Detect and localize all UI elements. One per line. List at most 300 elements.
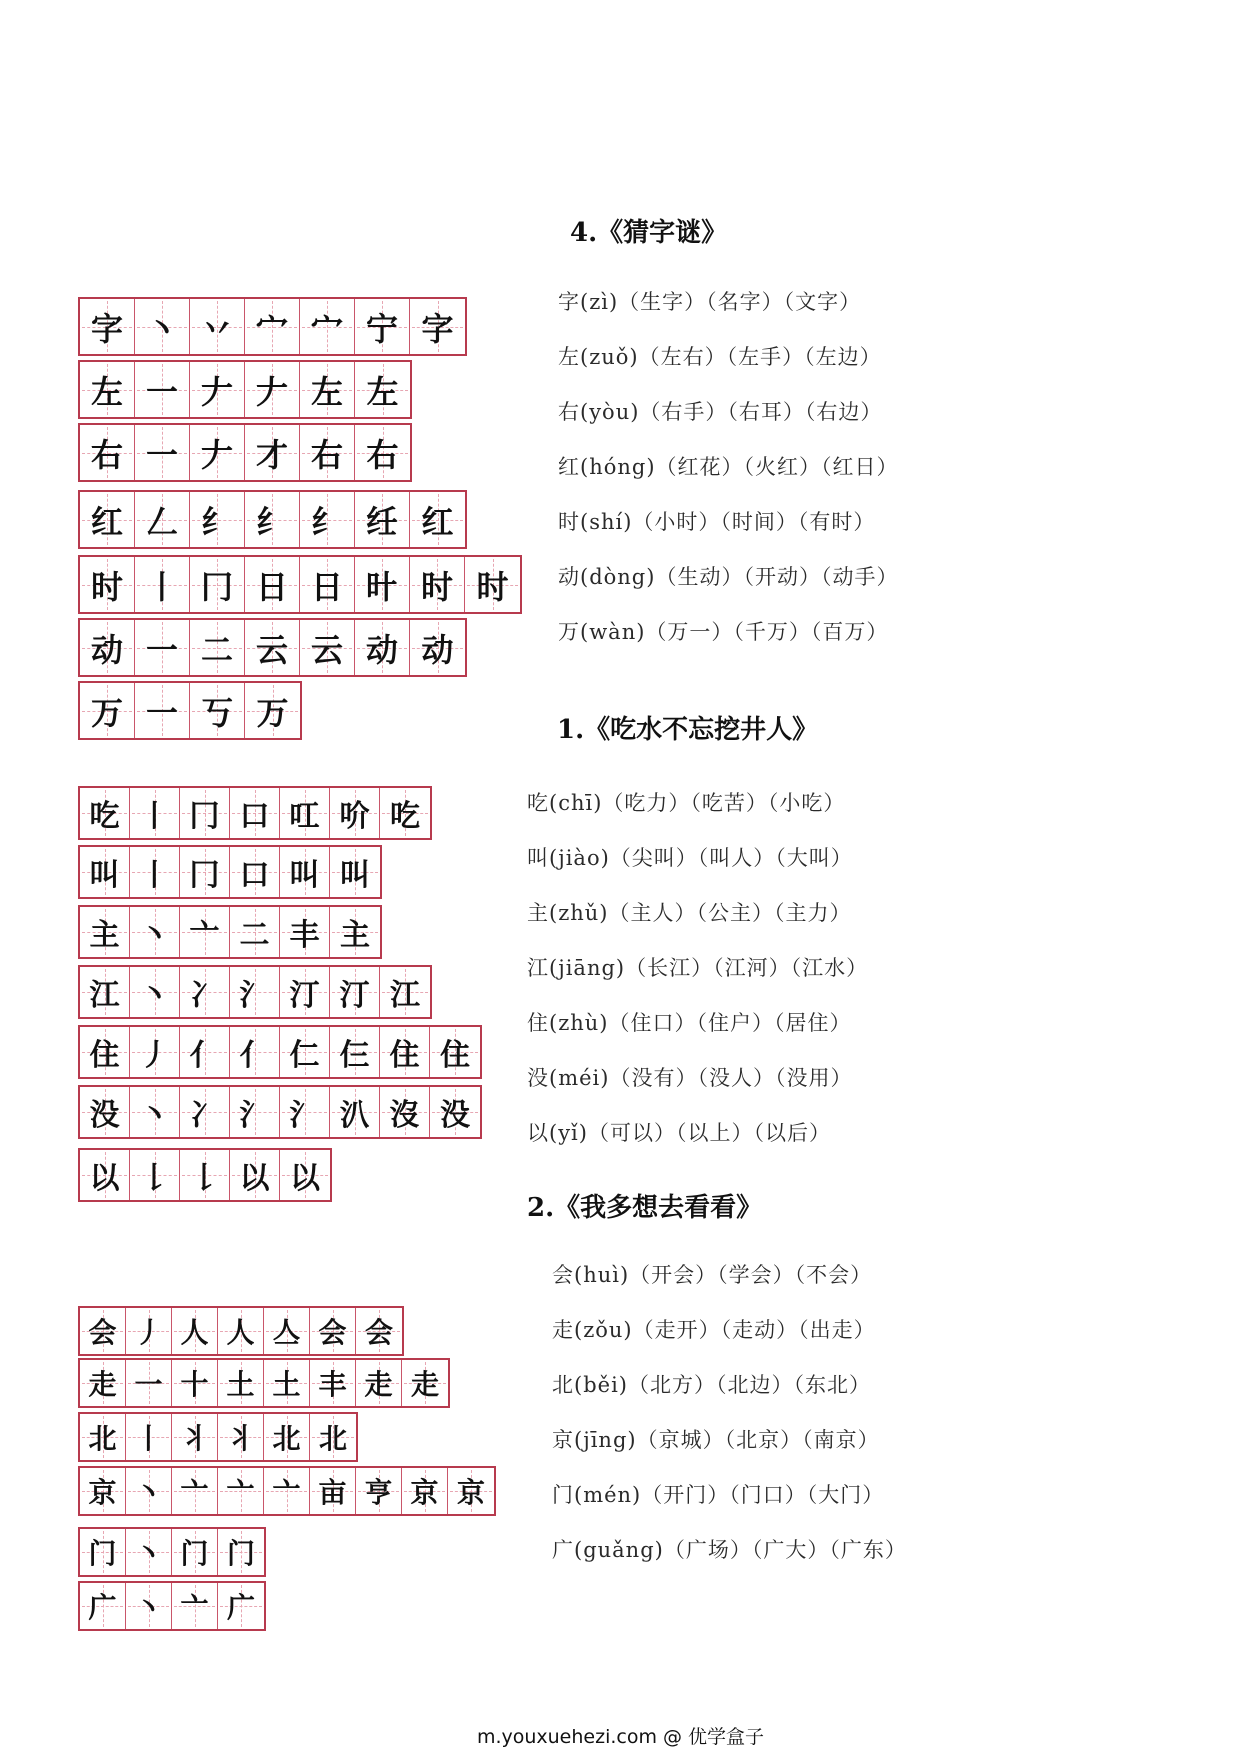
grid-glyph: 才 <box>255 435 288 474</box>
grid-cell-character <box>80 425 135 480</box>
grid-cell-stroke <box>310 1360 356 1406</box>
stroke-grid-row <box>78 1581 266 1631</box>
grid-cell-character <box>80 1308 126 1354</box>
stroke-grid-row <box>78 1412 358 1462</box>
grid-cell-stroke <box>310 1468 356 1514</box>
grid-glyph: 丶 <box>134 1476 163 1509</box>
grid-cell-stroke <box>410 299 465 354</box>
grid-glyph: 丨 <box>134 1422 163 1455</box>
grid-glyph: 亼 <box>272 1316 301 1349</box>
grid-glyph: 丂 <box>200 693 233 732</box>
grid-glyph: 字 <box>421 309 454 348</box>
word-entry: 万(wàn)（万一）（千万）（百万） <box>558 620 889 644</box>
grid-glyph: 宀 <box>255 309 288 348</box>
grid-glyph: 云 <box>255 630 288 669</box>
grid-cell-character <box>80 788 130 838</box>
grid-cell-stroke <box>190 299 245 354</box>
grid-glyph: 丨 <box>139 799 170 834</box>
grid-cell-stroke <box>190 362 245 417</box>
grid-cell-stroke <box>264 1360 310 1406</box>
grid-glyph: 口 <box>239 799 270 834</box>
grid-cell-stroke <box>218 1583 264 1629</box>
stroke-grid-row <box>78 1148 332 1202</box>
section-heading: 4.《猜字谜》 <box>570 218 728 248</box>
grid-glyph: 左 <box>90 372 123 411</box>
grid-cell-stroke <box>218 1468 264 1514</box>
stroke-grid-row <box>78 786 432 840</box>
grid-glyph: 丷 <box>200 309 233 348</box>
word-entry: 京(jīng)（京城）（北京）（南京） <box>552 1428 880 1452</box>
grid-cell-stroke <box>402 1360 448 1406</box>
grid-glyph: 红 <box>90 502 123 541</box>
grid-cell-stroke <box>300 299 355 354</box>
grid-cell-stroke <box>356 1360 402 1406</box>
grid-glyph: 二 <box>200 630 233 669</box>
grid-glyph: 沒 <box>389 1098 420 1133</box>
grid-cell-stroke <box>330 788 380 838</box>
grid-glyph: 亠 <box>180 1476 209 1509</box>
grid-glyph: 氵 <box>239 1098 270 1133</box>
grid-glyph: 丶 <box>139 1098 170 1133</box>
grid-glyph: 以 <box>290 1161 320 1196</box>
grid-cell-stroke <box>135 492 190 547</box>
grid-glyph: 土 <box>272 1368 301 1401</box>
grid-cell-stroke <box>410 620 465 675</box>
grid-cell-character <box>80 907 130 957</box>
grid-glyph: 一 <box>145 693 178 732</box>
grid-cell-stroke <box>330 847 380 897</box>
grid-cell-stroke <box>380 788 430 838</box>
grid-glyph: 右 <box>366 435 399 474</box>
grid-glyph: 万 <box>256 693 289 732</box>
word-entry: 广(guǎng)（广场）（广大）（广东） <box>552 1538 907 1562</box>
word-entry: 叫(jiào)（尖叫）（叫人）（大叫） <box>527 846 853 870</box>
grid-glyph: 走 <box>410 1368 439 1401</box>
grid-cell-stroke <box>135 620 190 675</box>
grid-glyph: 门 <box>226 1537 255 1570</box>
stroke-grid-row <box>78 618 467 677</box>
grid-glyph: 一 <box>134 1368 163 1401</box>
grid-glyph: 右 <box>310 435 343 474</box>
grid-glyph: 亨 <box>364 1476 393 1509</box>
grid-glyph: 住 <box>389 1038 420 1073</box>
grid-glyph: 走 <box>364 1368 393 1401</box>
grid-cell-stroke <box>218 1529 264 1575</box>
stroke-grid-row <box>78 360 412 419</box>
grid-glyph: 纴 <box>365 502 398 541</box>
grid-cell-stroke <box>280 1087 330 1137</box>
grid-cell-stroke <box>355 425 410 480</box>
grid-cell-stroke <box>218 1414 264 1460</box>
grid-cell-stroke <box>172 1308 218 1354</box>
grid-glyph: 没 <box>89 1098 120 1133</box>
section-heading: 1.《吃水不忘挖井人》 <box>557 715 819 745</box>
footer-watermark: m.youxuehezi.com @ 优学盒子 <box>476 1726 765 1748</box>
stroke-grid-row <box>78 905 382 959</box>
grid-glyph: 会 <box>88 1316 117 1349</box>
stroke-grid-row <box>78 555 522 614</box>
word-entry: 门(mén)（开门）（门口）（大门） <box>552 1483 885 1507</box>
grid-cell-stroke <box>230 847 280 897</box>
grid-glyph: 门 <box>180 1537 209 1570</box>
grid-cell-stroke <box>135 362 190 417</box>
word-entry: 江(jiāng)（长江）（江河）（江水） <box>527 956 869 980</box>
grid-glyph: 汀 <box>339 978 370 1013</box>
grid-glyph: 冫 <box>189 1098 220 1133</box>
grid-cell-stroke <box>190 620 245 675</box>
grid-glyph: 会 <box>318 1316 347 1349</box>
grid-cell-stroke <box>130 1027 180 1077</box>
grid-cell-stroke <box>355 557 410 612</box>
stroke-grid-row <box>78 965 432 1019</box>
grid-cell-stroke <box>180 1027 230 1077</box>
grid-cell-stroke <box>230 788 280 838</box>
grid-glyph: 广 <box>88 1591 117 1624</box>
grid-glyph: 仨 <box>339 1038 370 1073</box>
grid-glyph: 𠄌 <box>139 1161 170 1196</box>
grid-cell-stroke <box>130 1150 180 1200</box>
grid-glyph: 口 <box>239 858 270 893</box>
word-entry: 吃(chī)（吃力）（吃苦）（小吃） <box>527 791 846 815</box>
grid-glyph: 𠂇 <box>200 435 233 474</box>
grid-glyph: 汀 <box>289 978 320 1013</box>
grid-cell-stroke <box>264 1468 310 1514</box>
grid-cell-stroke <box>135 425 190 480</box>
grid-glyph: 叿 <box>289 799 320 834</box>
grid-glyph: 丬 <box>226 1422 255 1455</box>
grid-glyph: 一 <box>145 372 178 411</box>
grid-cell-stroke <box>245 362 300 417</box>
word-entry: 时(shí)（小时）（时间）（有时） <box>558 510 876 534</box>
word-entry: 会(huì)（开会）（学会）（不会） <box>552 1263 873 1287</box>
grid-glyph: 丨 <box>139 858 170 893</box>
grid-glyph: 冂 <box>189 799 220 834</box>
grid-cell-stroke <box>410 557 465 612</box>
grid-glyph: 亠 <box>180 1591 209 1624</box>
grid-glyph: 主 <box>89 918 120 953</box>
grid-cell-stroke <box>465 557 520 612</box>
grid-cell-stroke <box>180 847 230 897</box>
grid-cell-stroke <box>410 492 465 547</box>
grid-cell-stroke <box>356 1468 402 1514</box>
grid-cell-stroke <box>245 492 300 547</box>
grid-glyph: 丨 <box>145 567 178 606</box>
grid-cell-stroke <box>402 1468 448 1514</box>
grid-glyph: 冂 <box>189 858 220 893</box>
grid-cell-character <box>80 492 135 547</box>
grid-cell-stroke <box>300 620 355 675</box>
grid-glyph: 汃 <box>339 1098 370 1133</box>
word-entry: 左(zuǒ)（左右）（左手）（左边） <box>558 345 882 369</box>
grid-cell-character <box>80 557 135 612</box>
grid-cell-character <box>80 1529 126 1575</box>
grid-glyph: 京 <box>88 1476 117 1509</box>
grid-glyph: 丶 <box>134 1591 163 1624</box>
grid-cell-stroke <box>245 620 300 675</box>
grid-glyph: 走 <box>88 1368 117 1401</box>
grid-glyph: 会 <box>364 1316 393 1349</box>
grid-glyph: 亩 <box>318 1476 347 1509</box>
grid-cell-stroke <box>135 557 190 612</box>
grid-cell-stroke <box>380 1027 430 1077</box>
grid-cell-stroke <box>380 967 430 1017</box>
grid-glyph: 亠 <box>272 1476 301 1509</box>
grid-glyph: 土 <box>226 1368 255 1401</box>
grid-glyph: 云 <box>310 630 343 669</box>
grid-cell-stroke <box>230 1087 280 1137</box>
grid-glyph: 时 <box>420 567 453 606</box>
grid-cell-stroke <box>300 492 355 547</box>
grid-cell-stroke <box>330 1027 380 1077</box>
grid-cell-stroke <box>310 1308 356 1354</box>
grid-glyph: 一 <box>145 435 178 474</box>
grid-glyph: 二 <box>239 918 270 953</box>
grid-glyph: 丿 <box>139 1038 170 1073</box>
grid-cell-stroke <box>356 1308 402 1354</box>
grid-glyph: 叫 <box>89 858 120 893</box>
word-entry: 以(yǐ)（可以）（以上）（以后） <box>527 1121 831 1145</box>
grid-glyph: 京 <box>456 1476 485 1509</box>
grid-glyph: 𠄌 <box>189 1161 220 1196</box>
stroke-grid-row <box>78 1527 266 1577</box>
grid-cell-stroke <box>355 299 410 354</box>
grid-cell-stroke <box>448 1468 494 1514</box>
grid-cell-character <box>80 362 135 417</box>
grid-cell-stroke <box>300 425 355 480</box>
grid-glyph: 北 <box>318 1422 347 1455</box>
grid-cell-stroke <box>355 492 410 547</box>
grid-glyph: 万 <box>90 693 123 732</box>
grid-cell-stroke <box>330 1087 380 1137</box>
word-entry: 动(dòng)（生动）（开动）（动手） <box>558 565 899 589</box>
grid-glyph: 字 <box>90 309 123 348</box>
stroke-grid-row <box>78 1358 450 1408</box>
grid-glyph: 丶 <box>139 978 170 1013</box>
grid-glyph: 宀 <box>310 309 343 348</box>
stroke-grid-row <box>78 681 302 740</box>
word-entry: 北(běi)（北方）（北边）（东北） <box>552 1373 871 1397</box>
grid-cell-stroke <box>172 1468 218 1514</box>
stroke-grid-row <box>78 1085 482 1139</box>
grid-cell-character <box>80 1027 130 1077</box>
grid-glyph: 冂 <box>200 567 233 606</box>
grid-glyph: 江 <box>89 978 120 1013</box>
stroke-grid-row <box>78 423 412 482</box>
grid-glyph: 吃 <box>89 799 120 834</box>
grid-glyph: 宁 <box>365 309 398 348</box>
grid-glyph: 左 <box>310 372 343 411</box>
stroke-grid-row <box>78 1306 404 1356</box>
grid-cell-stroke <box>280 907 330 957</box>
grid-cell-character <box>80 1360 126 1406</box>
grid-cell-stroke <box>130 907 180 957</box>
grid-glyph: 一 <box>145 630 178 669</box>
stroke-grid-row <box>78 490 467 549</box>
word-entry: 红(hóng)（红花）（火红）（红日） <box>558 455 899 479</box>
grid-glyph: 丰 <box>289 918 320 953</box>
grid-cell-stroke <box>126 1529 172 1575</box>
grid-glyph: 人 <box>180 1316 209 1349</box>
stroke-grid-row <box>78 845 382 899</box>
grid-glyph: 右 <box>90 435 123 474</box>
grid-glyph: 北 <box>272 1422 301 1455</box>
stroke-grid-row <box>78 1466 496 1516</box>
grid-cell-stroke <box>230 967 280 1017</box>
grid-cell-stroke <box>245 683 300 738</box>
grid-cell-stroke <box>230 907 280 957</box>
grid-glyph: 氵 <box>239 978 270 1013</box>
word-entry: 走(zǒu)（走开）（走动）（出走） <box>552 1318 876 1342</box>
grid-cell-stroke <box>130 967 180 1017</box>
grid-cell-stroke <box>130 1087 180 1137</box>
grid-glyph: 纟 <box>200 502 233 541</box>
grid-cell-stroke <box>280 967 330 1017</box>
grid-cell-character <box>80 1414 126 1460</box>
grid-glyph: 人 <box>226 1316 255 1349</box>
grid-cell-stroke <box>126 1360 172 1406</box>
grid-glyph: 亠 <box>226 1476 255 1509</box>
grid-cell-stroke <box>130 788 180 838</box>
grid-glyph: 丶 <box>134 1537 163 1570</box>
grid-cell-stroke <box>180 1087 230 1137</box>
word-entry: 主(zhǔ)（主人）（公主）（主力） <box>527 901 852 925</box>
grid-cell-stroke <box>180 967 230 1017</box>
grid-glyph: 叫 <box>289 858 320 893</box>
grid-cell-stroke <box>180 1150 230 1200</box>
word-entry: 右(yòu)（右手）（右耳）（右边） <box>558 400 883 424</box>
grid-cell-stroke <box>355 620 410 675</box>
grid-cell-stroke <box>280 1150 330 1200</box>
grid-cell-stroke <box>330 967 380 1017</box>
grid-cell-stroke <box>310 1414 356 1460</box>
grid-cell-stroke <box>430 1087 480 1137</box>
grid-glyph: 动 <box>421 630 454 669</box>
grid-cell-stroke <box>430 1027 480 1077</box>
grid-glyph: 时 <box>476 567 509 606</box>
grid-glyph: 十 <box>180 1368 209 1401</box>
grid-cell-stroke <box>172 1529 218 1575</box>
grid-cell-stroke <box>126 1468 172 1514</box>
grid-glyph: 动 <box>90 630 123 669</box>
grid-cell-stroke <box>190 557 245 612</box>
stroke-grid-row <box>78 1025 482 1079</box>
grid-cell-character <box>80 847 130 897</box>
grid-cell-stroke <box>172 1414 218 1460</box>
grid-cell-character <box>80 1150 130 1200</box>
grid-glyph: 亠 <box>189 918 220 953</box>
grid-cell-character <box>80 1468 126 1514</box>
grid-glyph: 以 <box>239 1161 270 1196</box>
grid-glyph: 没 <box>440 1098 470 1133</box>
grid-cell-stroke <box>330 907 380 957</box>
grid-glyph: 𠂇 <box>200 372 233 411</box>
grid-cell-character <box>80 1583 126 1629</box>
grid-cell-stroke <box>264 1308 310 1354</box>
grid-glyph: 住 <box>89 1038 120 1073</box>
grid-cell-stroke <box>190 425 245 480</box>
grid-glyph: 动 <box>365 630 398 669</box>
grid-cell-stroke <box>280 847 330 897</box>
grid-glyph: 红 <box>421 502 454 541</box>
grid-glyph: 氵 <box>289 1098 320 1133</box>
word-entry: 没(méi)（没有）（没人）（没用） <box>527 1066 853 1090</box>
grid-glyph: 日 <box>255 567 288 606</box>
grid-cell-stroke <box>245 299 300 354</box>
grid-glyph: 纟 <box>255 502 288 541</box>
grid-cell-stroke <box>300 557 355 612</box>
grid-cell-stroke <box>126 1414 172 1460</box>
grid-glyph: 住 <box>440 1038 470 1073</box>
grid-cell-stroke <box>218 1360 264 1406</box>
grid-glyph: 以 <box>89 1161 120 1196</box>
grid-cell-stroke <box>230 1150 280 1200</box>
grid-cell-character <box>80 683 135 738</box>
grid-glyph: 北 <box>88 1422 117 1455</box>
grid-cell-character <box>80 967 130 1017</box>
grid-cell-stroke <box>126 1308 172 1354</box>
grid-cell-stroke <box>190 492 245 547</box>
grid-glyph: 叫 <box>340 858 370 893</box>
grid-glyph: 纟 <box>310 502 343 541</box>
grid-cell-stroke <box>280 1027 330 1077</box>
grid-cell-stroke <box>135 683 190 738</box>
word-entry: 住(zhù)（住口）（住户）（居住） <box>527 1011 852 1035</box>
grid-glyph: 吃 <box>390 799 420 834</box>
grid-glyph: 京 <box>410 1476 439 1509</box>
grid-cell-stroke <box>172 1583 218 1629</box>
grid-cell-stroke <box>230 1027 280 1077</box>
grid-cell-stroke <box>130 847 180 897</box>
word-entry: 字(zì)（生字）（名字）（文字） <box>558 290 862 314</box>
grid-glyph: 丶 <box>145 309 178 348</box>
grid-cell-stroke <box>180 907 230 957</box>
grid-glyph: 江 <box>390 978 420 1013</box>
grid-cell-stroke <box>172 1360 218 1406</box>
grid-glyph: 𠃋 <box>145 502 178 541</box>
grid-glyph: 广 <box>226 1591 255 1624</box>
grid-cell-stroke <box>280 788 330 838</box>
grid-cell-stroke <box>380 1087 430 1137</box>
grid-glyph: 丿 <box>134 1316 163 1349</box>
section-heading: 2.《我多想去看看》 <box>527 1193 763 1223</box>
grid-glyph: 主 <box>340 918 370 953</box>
grid-glyph: 丬 <box>180 1422 209 1455</box>
grid-cell-stroke <box>190 683 245 738</box>
grid-cell-stroke <box>355 362 410 417</box>
grid-cell-stroke <box>135 299 190 354</box>
grid-glyph: 门 <box>88 1537 117 1570</box>
stroke-grid-row <box>78 297 467 356</box>
grid-glyph: 亻 <box>239 1038 270 1073</box>
grid-cell-character <box>80 299 135 354</box>
grid-glyph: 冫 <box>189 978 220 1013</box>
grid-cell-character <box>80 620 135 675</box>
grid-cell-stroke <box>126 1583 172 1629</box>
grid-cell-stroke <box>245 425 300 480</box>
grid-cell-stroke <box>245 557 300 612</box>
grid-cell-stroke <box>264 1414 310 1460</box>
grid-cell-stroke <box>218 1308 264 1354</box>
grid-cell-stroke <box>300 362 355 417</box>
grid-glyph: 丶 <box>139 918 170 953</box>
grid-cell-character <box>80 1087 130 1137</box>
grid-cell-stroke <box>180 788 230 838</box>
grid-glyph: 亻 <box>189 1038 220 1073</box>
grid-glyph: 左 <box>366 372 399 411</box>
grid-glyph: 𠂇 <box>255 372 288 411</box>
grid-glyph: 时 <box>90 567 123 606</box>
grid-glyph: 仁 <box>289 1038 320 1073</box>
